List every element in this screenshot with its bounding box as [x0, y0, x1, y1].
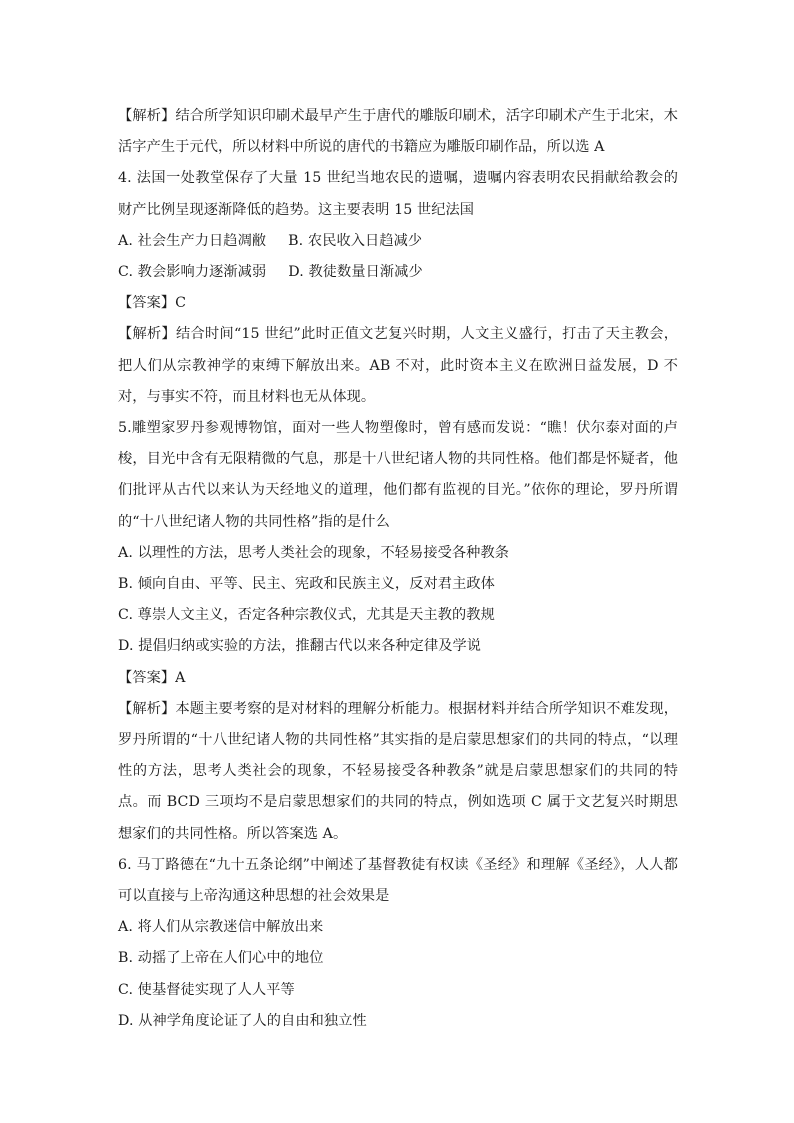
question-6-option-a: A. 将人们从宗教迷信中解放出来: [118, 919, 324, 936]
option-a: A. 社会生产力日趋凋敝: [118, 232, 267, 249]
answer-q5: 【答案】A: [118, 669, 186, 686]
question-5-option-d: D. 提倡归纳或实验的方法，推翻古代以来各种定律及学说: [118, 638, 482, 655]
analysis-q5: 【解析】本题主要考察的是对材料的理解分析能力。根据材料并结合所学知识不难发现，罗丹所谓的“十八世纪诸人物的共同性格”其实指的是启蒙思想家们的共同的特点，“以理性的方法，思考人类社会的现象，不轻易接受各种教条”就是启蒙思想家们的共同的特点。而 BCD 三项均不是启蒙思想家们的共同的特点，例如选项 C 属于文艺复兴时期思想家们的共同性格。所以答案选 A。: [118, 700, 678, 842]
question-6-option-b: B. 动摇了上帝在人们心中的地位: [118, 950, 324, 967]
question-5-option-c: C. 尊崇人文主义，否定各种宗教仪式，尤其是天主教的教规: [118, 607, 495, 624]
question-5-stem: 5.雕塑家罗丹参观博物馆，面对一些人物塑像时，曾有感而发说：“瞧！伏尔泰对面的卢梭，目光中含有无限精微的气息，那是十八世纪诸人物的共同性格。他们都是怀疑者，他们批评从古代以来认为天经地义的道理，他们都有监视的目光。”依你的理论，罗丹所谓的“十八世纪诸人物的共同性格”指的是什么: [118, 420, 678, 530]
question-6-option-c: C. 使基督徒实现了人人平等: [118, 981, 295, 998]
question-4-options-row-2: [118, 257, 678, 288]
question-4-options-row-1: [118, 226, 678, 257]
question-6-stem: 6. 马丁路德在“九十五条论纲”中阐述了基督教徒有权读《圣经》和理解《圣经》，人人都可以直接与上帝沟通这种思想的社会效果是: [118, 856, 678, 905]
question-4-stem: 4. 法国一处教堂保存了大量 15 世纪当地农民的遗嘱，遗嘱内容表明农民捐献给教会的财产比例呈现逐渐降低的趋势。这主要表明 15 世纪法国: [118, 170, 678, 218]
question-6-option-d: D. 从神学角度论证了人的自由和独立性: [118, 1012, 367, 1029]
analysis-q3: 【解析】结合所学知识印刷术最早产生于唐代的雕版印刷术，活字印刷术产生于北宋，木活字产生于元代，所以材料中所说的唐代的书籍应为雕版印刷作品，所以选 A: [118, 108, 678, 156]
option-c: C. 教会影响力逐渐减弱: [118, 264, 267, 281]
option-d: D. 教徒数量日渐减少: [288, 264, 423, 281]
document-page: [118, 101, 678, 1037]
answer-q4: 【答案】C: [118, 295, 187, 312]
option-b: B. 农民收入日趋减少: [288, 232, 423, 249]
question-5-option-a: A. 以理性的方法，思考人类社会的现象，不轻易接受各种教条: [118, 544, 510, 561]
analysis-q4: 【解析】结合时间“15 世纪”此时正值文艺复兴时期，人文主义盛行，打击了天主教会，把人们从宗教神学的束缚下解放出来。AB 不对，此时资本主义在欧洲日益发展，D 不对，与事实不符，而且材料也无从体现。: [118, 326, 678, 405]
question-5-option-b: B. 倾向自由、平等、民主、宪政和民族主义，反对君主政体: [118, 576, 495, 593]
